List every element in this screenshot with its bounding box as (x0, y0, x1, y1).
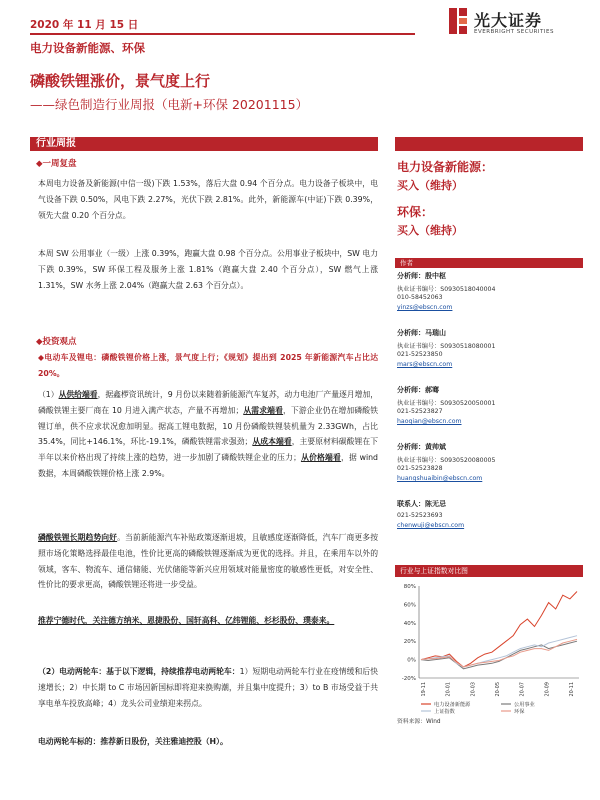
logo-text-cn: 光大证券 (474, 11, 543, 30)
rating-value-2: 买入（维持） (397, 224, 463, 237)
chart-source: 资料来源：Wind (397, 719, 441, 725)
review-paragraph-1: 本周电力设备及新能源(中信一级)下跌 1.53%，落后大盘 0.94 个百分点。电力设备子板块中，电气设备下跌 0.50%，风电下跌 2.27%，光伏下跌 2.81%。此外，新能源车(中证)下跌 0.39%，领先大盘 0.20 个百分点。 (38, 179, 378, 220)
author-name (397, 328, 446, 338)
supply-demand-paragraph (38, 387, 378, 482)
author-email-link[interactable]: mars@ebscn.com (397, 361, 453, 368)
x-tick-label: 19-11 (421, 682, 427, 697)
text-run: 。当前新能源汽车补贴政策逐渐退坡，且敏感度逐渐降低，汽车厂商更多按照市场化策略选择最佳电池，性价比更高的磷酸铁锂逐渐成为更优的选择。并且，在乘用车以外的领域，客车、物流车、通信储能、光伏储能等新兴应用领域对能量密度的敏感性更低，对安全性、性价比的要求更高，磷酸铁锂还将进一步受益。 (38, 533, 379, 590)
y-tick-label: 60% (403, 602, 416, 609)
author-email-link[interactable]: yinzs@ebscn.com (397, 304, 453, 311)
text-run: ，据鑫椤资讯统计，9 月份以来随着新能源汽车复苏，动力电池厂产量逐月增加，磷酸铁锂主要厂商在 10 月进入满产状态，产量不再增加； (38, 390, 379, 415)
text-run: ，下游企业仍在增加磷酸铁锂订单，供不应求状况愈加明显。据高工锂电数据，10 月份磷酸铁锂装机量为 2.33GWh，占比 35.4%，同比+146.1%，环比-19.1%，磷酸铁锂需求强劲； (38, 405, 379, 447)
x-tick-label: 20-01 (445, 682, 452, 697)
text-run: 1）短期电动两轮车行业在疫情缓和后快速增长；2）中长期 to C 市场因新国标即将迎来换购潮，并且集中度提升；3）to B 市场受益于共享电单车投放高峰；4）龙头公司业绩迎来拐点。 (38, 667, 378, 708)
cost-key: 从成本端看 (252, 437, 292, 447)
author-name-text: 分析师：郝骞 (397, 386, 439, 394)
author-detail: 010-58452063 (397, 294, 443, 301)
everbright-logo (447, 6, 587, 46)
author-detail: 执业证书编号：S0930520080005 (397, 457, 496, 464)
legend-label: 电力设备新能源 (434, 702, 471, 708)
y-tick-label: 0% (407, 657, 416, 664)
author-name (397, 385, 439, 395)
author-email-link[interactable]: haoqian@ebscn.com (397, 418, 462, 425)
section-label: 行业周报 (36, 138, 76, 149)
demand-key: 从需求端看 (243, 405, 284, 415)
author-name (397, 271, 446, 281)
series-line (421, 592, 577, 668)
two-wheeler-key: （2）电动两轮车：基于以下逻辑，持续推荐电动两轮车： (38, 667, 240, 676)
author-name-text: 分析师：马瑞山 (397, 329, 446, 337)
report-subtitle: ——绿色制造行业周报（电新+环保 20201115） (30, 97, 309, 112)
sector-label: 电力设备新能源、环保 (30, 41, 145, 55)
author-name (397, 442, 446, 452)
legend-label: 上证指数 (434, 709, 455, 714)
weekly-review-heading: ◆一周复盘 (36, 159, 77, 169)
author-email-link[interactable]: huangshuaibin@ebscn.com (397, 475, 483, 482)
author-detail: 执业证书编号：S0930518080001 (397, 343, 496, 350)
author-detail: 021-52523693 (397, 512, 443, 519)
author-email-link[interactable]: chenwuji@ebscn.com (397, 522, 465, 529)
author-detail: 执业证书编号：S0930520050001 (397, 400, 496, 407)
x-tick-label: 20-09 (544, 682, 551, 697)
rating-industry-2: 环保： (397, 205, 434, 219)
view-point-ev: ◆电动车及锂电：磷酸铁锂价格上涨，景气度上行；《规划》提出到 2025 年新能源汽车占比达 20%。 (38, 353, 378, 378)
authors-bar (395, 258, 583, 268)
side-bar (395, 137, 583, 151)
chart-title: 行业与上证指数对比图 (400, 567, 468, 575)
series-line (421, 639, 577, 667)
author-detail: 021-52523850 (397, 351, 443, 358)
section-bar (30, 137, 378, 151)
header-divider (30, 33, 415, 35)
logo-text-en: EVERBRIGHT SECURITIES (474, 29, 554, 35)
investment-view-heading: ◆投资观点 (36, 337, 77, 347)
two-wheeler-target: 电动两轮车标的：推荐新日股份，关注雅迪控股（H）。 (38, 737, 228, 746)
price-key: 从价格端看 (300, 453, 341, 463)
author-name-text: 联系人：陈无忌 (397, 500, 446, 508)
x-tick-label: 20-05 (495, 682, 501, 697)
author-name-text: 分析师：黄帅斌 (397, 443, 446, 451)
y-tick-label: -20% (401, 676, 416, 682)
report-title: 磷酸铁锂涨价，景气度上行 (30, 72, 211, 90)
text-run: （1） (38, 390, 59, 399)
x-tick-label: 20-07 (519, 682, 526, 697)
x-tick-label: 20-03 (470, 682, 477, 697)
legend-label: 公用事业 (514, 702, 535, 708)
comparison-chart (395, 580, 583, 714)
authors-label: 作者 (400, 259, 413, 267)
everbright-logo-icon (447, 6, 469, 36)
rating-industry-1: 电力设备新能源： (397, 160, 494, 174)
trend-key: 磷酸铁锂长期趋势向好 (38, 533, 118, 542)
legend-label: 环保 (514, 709, 525, 714)
y-tick-label: 40% (403, 620, 416, 627)
series-line (421, 636, 577, 667)
x-tick-label: 20-11 (569, 682, 575, 697)
recommend-paragraph: 推荐宁德时代，关注德方纳米、恩捷股份、国轩高科、亿纬锂能、杉杉股份、璞泰来。 (38, 616, 335, 625)
author-detail: 执业证书编号：S0930518040004 (397, 286, 496, 293)
series-line (421, 641, 577, 669)
text-run: ，据 wind 数据，本周磷酸铁锂价格上涨 2.9%。 (38, 453, 379, 478)
report-date: 2020 年 11 月 15 日 (30, 19, 139, 31)
author-detail: 021-52523828 (397, 465, 443, 472)
review-paragraph-2: 本周 SW 公用事业（一级）上涨 0.39%，跑赢大盘 0.98 个百分点。公用事业子板块中，SW 电力下跌 0.39%，SW 环保工程及服务上涨 1.81%（跑赢大盘 2.40 个百分点），SW 燃气上涨 1.31%，SW 水务上涨 2.04%（跑赢大盘 2.63 个百分点）。 (38, 249, 378, 290)
two-wheeler-paragraph (38, 664, 378, 711)
rating-value-1: 买入（维持） (397, 179, 463, 192)
y-tick-label: 80% (403, 584, 416, 590)
supply-key: 从供给端看 (58, 390, 98, 399)
author-name (397, 499, 446, 509)
author-detail: 021-52523827 (397, 408, 443, 415)
author-name-text: 分析师：殷中枢 (397, 272, 446, 280)
trend-paragraph (38, 530, 378, 593)
text-run: ，主要原材料碳酸锂在下半年以来价格出现了持续上涨的趋势，进一步加剧了磷酸铁锂企业的压力； (38, 437, 379, 463)
y-tick-label: 20% (403, 639, 416, 646)
